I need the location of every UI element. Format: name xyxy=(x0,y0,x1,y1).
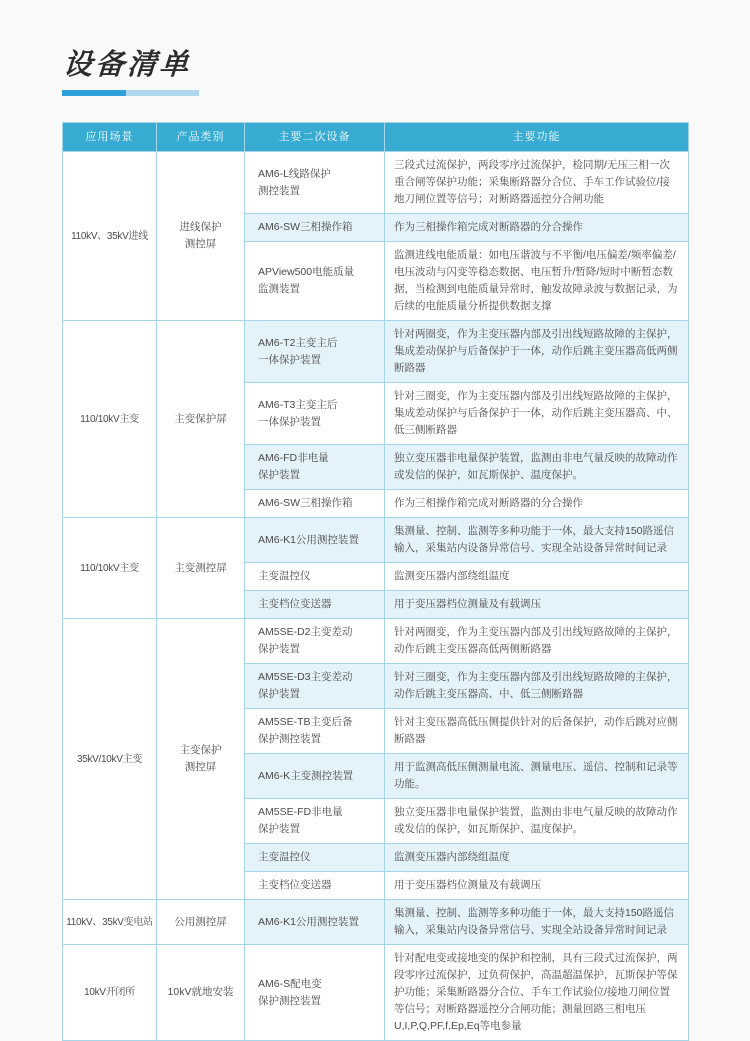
title-block xyxy=(0,0,750,96)
device-cell: AM6-L线路保护 测控装置 xyxy=(245,152,385,214)
function-cell: 集测量、控制、监测等多种功能于一体，最大支持150路遥信输入，采集站内设备异常信号、实现全站设备异常时间记录 xyxy=(385,900,689,945)
device-cell: 主变档位变送器 xyxy=(245,591,385,619)
function-cell: 针对三圈变，作为主变压器内部及引出线短路故障的主保护，动作后跳主变压器高、中、低三侧断路器 xyxy=(385,664,689,709)
scenario-cell: 10kV开闭所 xyxy=(63,945,157,1041)
device-cell: AM6-K1公用测控装置 xyxy=(245,518,385,563)
underline-light-segment xyxy=(126,90,199,96)
scenario-cell: 35kV/10kV主变 xyxy=(63,619,157,900)
device-cell: AM5SE-TB主变后备 保护测控装置 xyxy=(245,709,385,754)
function-cell: 用于变压器档位测量及有载调压 xyxy=(385,591,689,619)
function-cell: 独立变压器非电量保护装置，监测由非电气量反映的故障动作或发信的保护，如瓦斯保护、温度保护。 xyxy=(385,445,689,490)
category-cell: 公用测控屏 xyxy=(157,900,245,945)
header-cell-scenario: 应用场景 xyxy=(63,123,157,152)
table-row xyxy=(63,945,689,1041)
underline-dark-segment xyxy=(62,90,126,96)
device-cell: AM6-T2主变主后 一体保护装置 xyxy=(245,321,385,383)
table-row xyxy=(63,321,689,383)
function-cell: 针对三圈变，作为主变压器内部及引出线短路故障的主保护，集成差动保护与后备保护于一体，动作后跳主变压器高、中、低三侧断路器 xyxy=(385,383,689,445)
function-cell: 监测进线电能质量：如电压谐波与不平衡/电压偏差/频率偏差/电压波动与闪变等稳态数据、电压暂升/暂降/短时中断暂态数据，当检测到电能质量异常时，触发故障录波与数据记录，为后续的电能质量分析提供数据支撑 xyxy=(385,242,689,321)
device-cell: AM6-K主变测控装置 xyxy=(245,754,385,799)
device-cell: AM5SE-D2主变差动 保护装置 xyxy=(245,619,385,664)
function-cell: 监测变压器内部绕组温度 xyxy=(385,563,689,591)
category-cell: 主变保护 测控屏 xyxy=(157,619,245,900)
device-cell: AM5SE-FD非电量 保护装置 xyxy=(245,799,385,844)
device-cell: AM6-SW三相操作箱 xyxy=(245,214,385,242)
function-cell: 针对两圈变，作为主变压器内部及引出线短路故障的主保护，集成差动保护与后备保护于一体，动作后跳主变压器高低两侧断路器 xyxy=(385,321,689,383)
function-cell: 独立变压器非电量保护装置，监测由非电气量反映的故障动作或发信的保护，如瓦斯保护、温度保护。 xyxy=(385,799,689,844)
function-cell: 作为三相操作箱完成对断路器的分合操作 xyxy=(385,490,689,518)
category-cell: 进线保护 测控屏 xyxy=(157,152,245,321)
table-row xyxy=(63,619,689,664)
table-row xyxy=(63,518,689,563)
device-cell: 主变温控仪 xyxy=(245,563,385,591)
device-cell: AM5SE-D3主变差动 保护装置 xyxy=(245,664,385,709)
scenario-cell: 110/10kV主变 xyxy=(63,518,157,619)
function-cell: 三段式过流保护，两段零序过流保护，检同期/无压三相一次重合闸等保护功能；采集断路器分合位、手车工作试验位/接地刀闸位置等信号；对断路器遥控分合闸功能 xyxy=(385,152,689,214)
scenario-cell: 110/10kV主变 xyxy=(63,321,157,518)
function-cell: 用于监测高低压侧测量电流、测量电压、遥信、控制和记录等功能。 xyxy=(385,754,689,799)
function-cell: 用于变压器档位测量及有载调压 xyxy=(385,872,689,900)
header-cell-device: 主要二次设备 xyxy=(245,123,385,152)
device-cell: AM6-K1公用测控装置 xyxy=(245,900,385,945)
page-title: 设备清单 xyxy=(62,49,193,81)
device-cell: AM6-FD非电量 保护装置 xyxy=(245,445,385,490)
title-underline xyxy=(62,90,750,96)
header-cell-function: 主要功能 xyxy=(385,123,689,152)
category-cell: 10kV就地安装 xyxy=(157,945,245,1041)
device-cell: AM6-T3主变主后 一体保护装置 xyxy=(245,383,385,445)
header-cell-category: 产品类别 xyxy=(157,123,245,152)
table-header-row xyxy=(63,123,689,152)
function-cell: 针对配电变或接地变的保护和控制，具有三段式过流保护，两段零序过流保护，过负荷保护，高温超温保护，瓦斯保护等保护功能；采集断路器分合位、手车工作试验位/接地刀闸位置等信号；对断路器遥控分合闸功能；测量回路三相电压U,I,P,Q,PF,f,Ep,Eq等电参量 xyxy=(385,945,689,1041)
function-cell: 监测变压器内部绕组温度 xyxy=(385,844,689,872)
function-cell: 集测量、控制、监测等多种功能于一体，最大支持150路遥信输入，采集站内设备异常信号、实现全站设备异常时间记录 xyxy=(385,518,689,563)
equipment-table xyxy=(62,122,689,1041)
table-row xyxy=(63,152,689,214)
device-cell: APView500电能质量 监测装置 xyxy=(245,242,385,321)
table-row xyxy=(63,900,689,945)
device-cell: AM6-S配电变 保护测控装置 xyxy=(245,945,385,1041)
device-cell: AM6-SW三相操作箱 xyxy=(245,490,385,518)
function-cell: 针对两圈变，作为主变压器内部及引出线短路故障的主保护，动作后跳主变压器高低两侧断路器 xyxy=(385,619,689,664)
category-cell: 主变测控屏 xyxy=(157,518,245,619)
device-cell: 主变温控仪 xyxy=(245,844,385,872)
category-cell: 主变保护屏 xyxy=(157,321,245,518)
function-cell: 作为三相操作箱完成对断路器的分合操作 xyxy=(385,214,689,242)
scenario-cell: 110kV、35kV变电站 xyxy=(63,900,157,945)
device-cell: 主变档位变送器 xyxy=(245,872,385,900)
scenario-cell: 110kV、35kV进线 xyxy=(63,152,157,321)
function-cell: 针对主变压器高低压侧提供针对的后备保护，动作后跳对应侧断路器 xyxy=(385,709,689,754)
